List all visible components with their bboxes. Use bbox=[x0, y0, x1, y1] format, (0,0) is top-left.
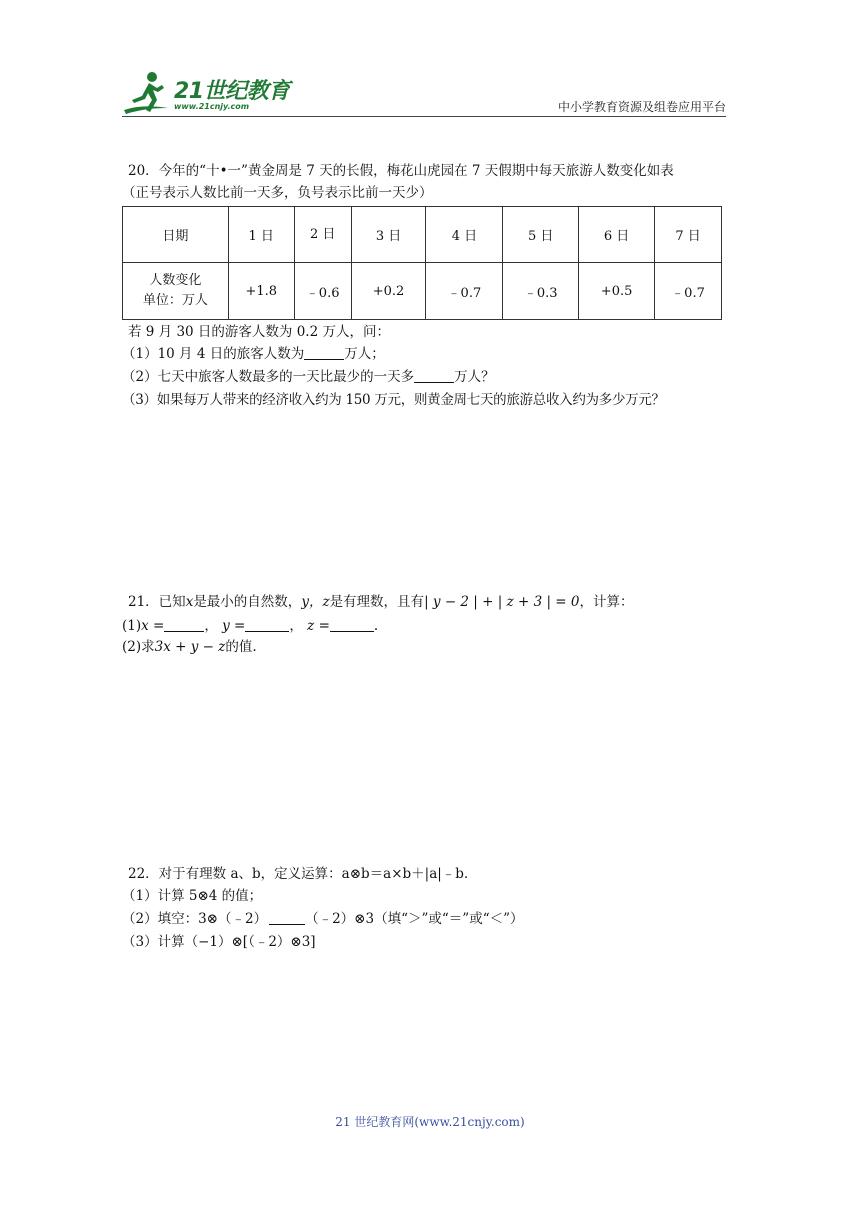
answer-blank[interactable] bbox=[164, 617, 204, 632]
header-divider bbox=[122, 116, 726, 117]
answer-blank[interactable] bbox=[330, 617, 374, 632]
change-cell: ﹣0.6 bbox=[294, 263, 351, 320]
day-cell: 5 日 bbox=[503, 207, 579, 263]
change-header-cell bbox=[123, 263, 229, 320]
date-header-cell: 日期 bbox=[123, 207, 229, 263]
q20-line1: 20．今年的“十•一”黄金周是 7 天的长假，梅花山虎园在 7 天假期中每天旅游人数变化如表 bbox=[128, 163, 674, 179]
table-row bbox=[123, 263, 722, 320]
day-cell: 2 日 bbox=[294, 207, 351, 263]
q20-part3: （3）如果每万人带来的经济收入约为 150 万元，则黄金周七天的旅游总收入约为多少万元？ bbox=[122, 392, 665, 408]
day-cell: 4 日 bbox=[426, 207, 503, 263]
answer-blank[interactable] bbox=[414, 368, 454, 383]
q22-line1: 22．对于有理数 a、b，定义运算：a⊗b＝a×b＋|a|﹣b． bbox=[128, 866, 478, 882]
day-cell: 6 日 bbox=[579, 207, 655, 263]
change-cell: ﹣0.7 bbox=[426, 263, 503, 320]
q21-part1: (1)x = ， y = ， z = . bbox=[122, 618, 379, 634]
table-row bbox=[123, 207, 722, 263]
change-cell: +1.8 bbox=[228, 263, 294, 320]
page-header bbox=[122, 68, 726, 118]
change-cell: ﹣0.3 bbox=[503, 263, 579, 320]
page-footer: 21 世纪教育网(www.21cnjy.com) bbox=[335, 1115, 525, 1129]
q22-part3: （3）计算（−1）⊗[（﹣2）⊗3] bbox=[122, 934, 316, 950]
q20-part1: （1）10 月 4 日的旅客人数为 万人； bbox=[122, 346, 385, 362]
tourist-change-table bbox=[122, 206, 722, 320]
answer-blank[interactable] bbox=[304, 345, 344, 360]
q20-line2: （正号表示人数比前一天多，负号表示比前一天少） bbox=[122, 185, 433, 201]
logo-text: 21世纪教育 bbox=[174, 79, 290, 104]
answer-blank[interactable] bbox=[269, 910, 305, 925]
platform-title: 中小学教育资源及组卷应用平台 bbox=[557, 100, 726, 114]
change-cell: ﹣0.7 bbox=[655, 263, 722, 320]
answer-blank[interactable] bbox=[245, 617, 289, 632]
day-cell: 1 日 bbox=[228, 207, 294, 263]
change-header-line2: 单位：万人 bbox=[142, 293, 208, 308]
q22-part1: （1）计算 5⊗4 的值； bbox=[122, 888, 263, 904]
change-cell: +0.5 bbox=[579, 263, 655, 320]
q20-part2: （2）七天中旅客人数最多的一天比最少的一天多 万人？ bbox=[122, 369, 495, 385]
logo-url: www.21cnjy.com bbox=[174, 102, 250, 111]
day-cell: 7 日 bbox=[655, 207, 722, 263]
q21-line1: 21．已知x是最小的自然数，y，z是有理数，且有| y − 2 | + | z + 3 | = 0，计算： bbox=[128, 594, 634, 610]
day-cell: 3 日 bbox=[351, 207, 426, 263]
q21-part2: (2)求3x + y − z的值. bbox=[122, 639, 257, 655]
logo bbox=[122, 68, 302, 116]
change-cell: +0.2 bbox=[351, 263, 426, 320]
runner-logo-icon bbox=[122, 70, 172, 116]
change-header-line1: 人数变化 bbox=[149, 273, 202, 288]
q20-intro: 若 9 月 30 日的游客人数为 0.2 万人，问： bbox=[128, 324, 390, 340]
q22-part2: （2）填空：3⊗（﹣2） （﹣2）⊗3（填“＞”或“＝”或“＜”） bbox=[122, 911, 524, 927]
